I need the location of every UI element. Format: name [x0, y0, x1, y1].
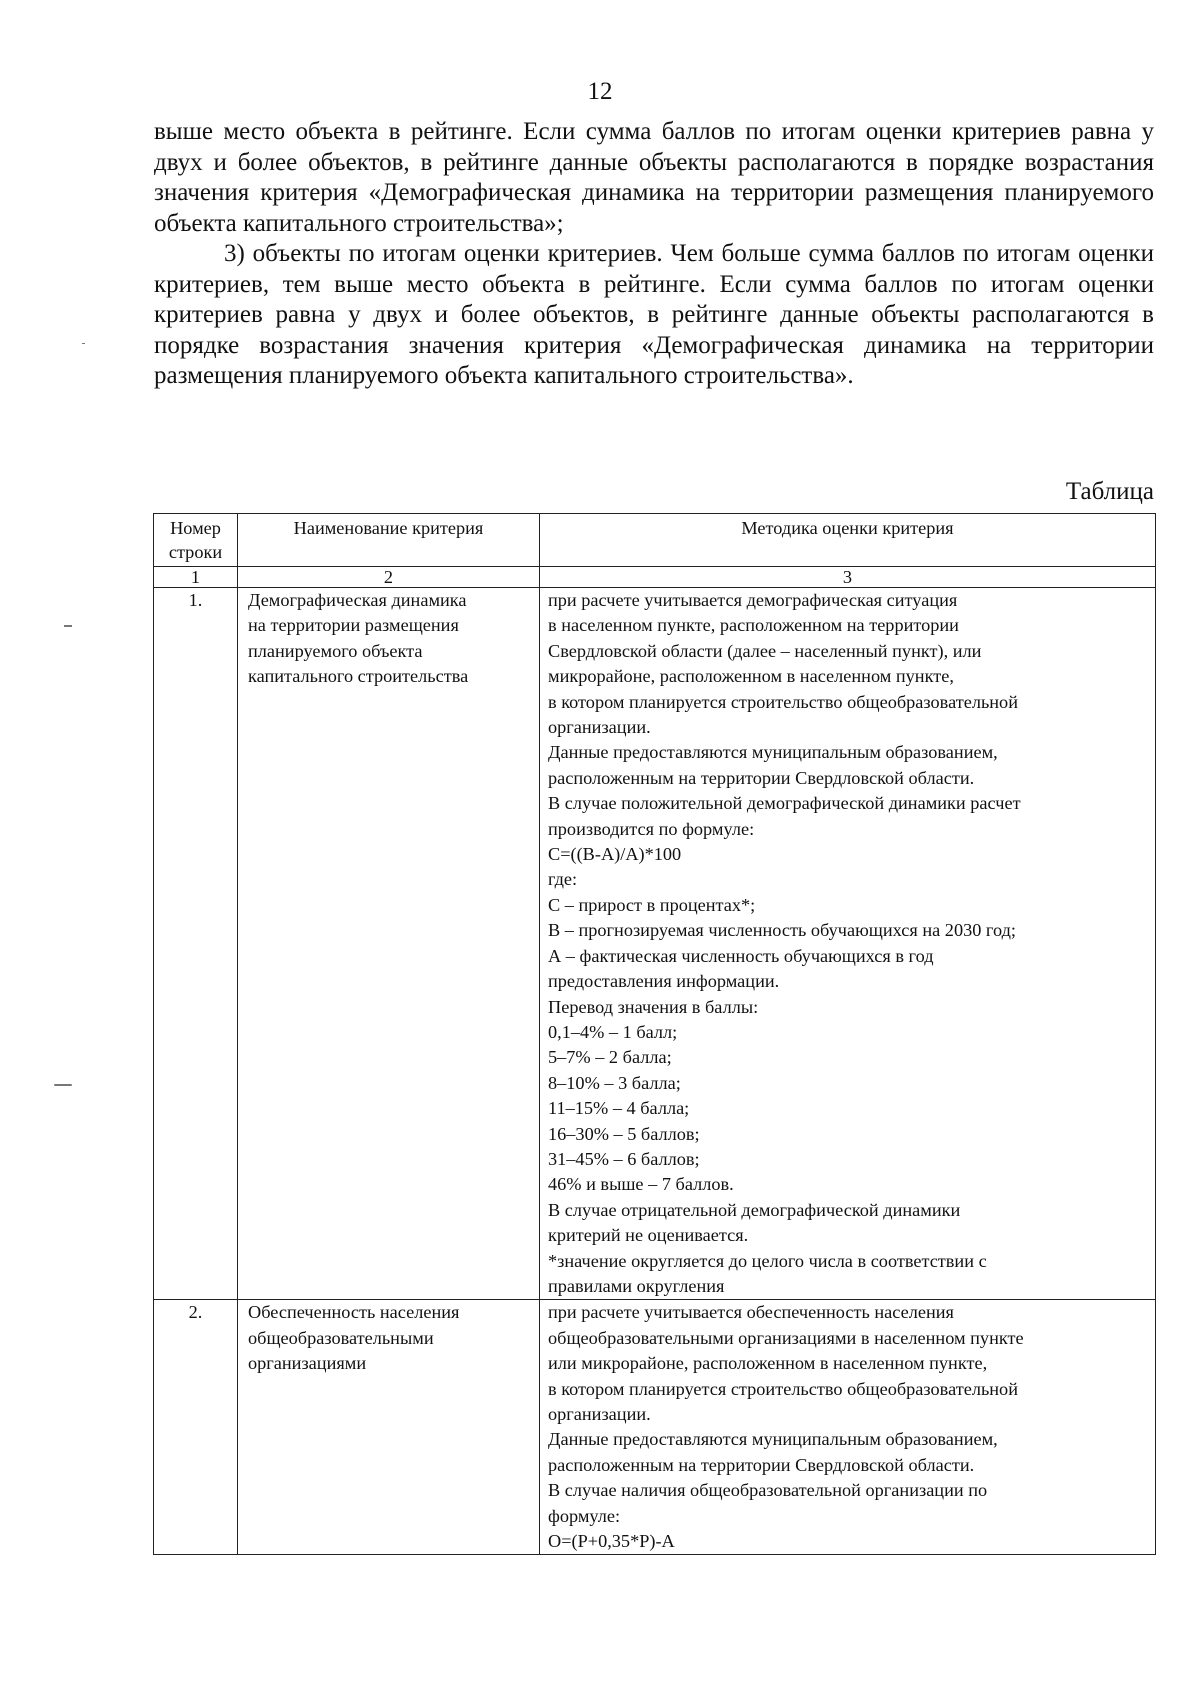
cell-text-line: 0,1–4% – 1 балл;: [548, 1021, 678, 1042]
criteria-table: [153, 513, 1156, 1555]
header-row-number-line-2: строки: [168, 542, 223, 562]
column-number: 3: [540, 567, 1156, 588]
cell-text-line: О=(Р+0,35*Р)-А: [548, 1531, 675, 1552]
cell-text-line: организации.: [548, 717, 651, 738]
column-number: 1: [154, 567, 238, 588]
cell-text-line: А – фактическая численность обучающихся в год: [548, 945, 934, 966]
cell-text-line: В случае наличия общеобразовательной организации по: [548, 1480, 988, 1501]
scan-mark: [54, 1084, 72, 1086]
cell-text-line: расположенным на территории Свердловской области.: [548, 767, 975, 788]
table-row: [154, 1300, 1156, 1555]
cell-text-line: предоставления информации.: [548, 971, 780, 992]
cell-text-line: Свердловской области (далее – населенный пункт), или: [548, 640, 982, 661]
cell-text-line: общеобразовательными организациями в населенном пункте: [548, 1327, 1024, 1348]
cell-text-line: 5–7% – 2 балла;: [548, 1047, 672, 1068]
header-row-number: [154, 514, 238, 567]
cell-text-line: в населенном пункте, расположенном на территории: [548, 615, 959, 636]
cell-text-line: в котором планируется строительство общеобразовательной: [548, 1378, 1018, 1399]
cell-text-line: при расчете учитывается обеспеченность населения: [548, 1302, 954, 1323]
cell-text-line: 11–15% – 4 балла;: [548, 1098, 690, 1119]
cell-text-line: критерий не оценивается.: [548, 1225, 749, 1246]
cell-text-line: 16–30% – 5 баллов;: [548, 1123, 700, 1144]
cell-text-line: производится по формуле:: [548, 818, 755, 839]
table-caption: Таблица: [1065, 478, 1154, 505]
cell-text-line: планируемого объекта: [248, 640, 423, 661]
criterion-name: [238, 1300, 540, 1555]
cell-text-line: 31–45% – 6 баллов;: [548, 1148, 700, 1169]
cell-text-line: Демографическая динамика: [248, 590, 467, 610]
table-row: [154, 588, 1156, 1300]
cell-text-line: в котором планируется строительство общеобразовательной: [548, 691, 1018, 712]
cell-text-line: организации.: [548, 1404, 651, 1424]
cell-text-line: Перевод значения в баллы:: [548, 996, 759, 1017]
cell-text-line: В случае отрицательной демографической динамики: [548, 1199, 961, 1220]
cell-text-line: при расчете учитывается демографическая ситуация: [548, 590, 958, 610]
scan-mark: [82, 343, 85, 344]
cell-text-line: микрорайоне, расположенном в населенном пункте,: [548, 666, 954, 687]
cell-text-line: 46% и выше – 7 баллов.: [548, 1174, 734, 1195]
cell-text-line: В – прогнозируемая численность обучающихся на 2030 год;: [548, 920, 1016, 941]
column-number-row: [154, 567, 1156, 588]
cell-text-line: С=((В-А)/А)*100: [548, 844, 682, 865]
page-number: 12: [587, 78, 613, 105]
cell-text-line: или микрорайоне, расположенном в населенном пункте,: [548, 1353, 988, 1374]
column-number: 2: [238, 567, 540, 588]
cell-text-line: на территории размещения: [248, 615, 459, 636]
cell-text-line: Данные предоставляются муниципальным образованием,: [548, 1429, 998, 1450]
row-number: 2.: [154, 1300, 238, 1555]
paragraph-1: выше место объекта в рейтинге. Если сумма баллов по итогам оценки критериев равна у двух и более объектов, в рейтинге данные объекты располагаются в порядке возрастания значения критерия «Демографическая динамика на территории размещения планируемого объекта капитального строительства»;: [154, 118, 1154, 237]
header-criterion-method: Методика оценки критерия: [540, 514, 1156, 567]
criterion-name: [238, 588, 540, 1300]
cell-text-line: 8–10% – 3 балла;: [548, 1072, 681, 1093]
cell-text-line: Обеспеченность населения: [248, 1302, 460, 1323]
cell-text-line: общеобразовательными: [248, 1327, 434, 1348]
table-header-row: [154, 514, 1156, 567]
cell-text-line: С – прирост в процентах*;: [548, 894, 756, 915]
body-text: [154, 117, 1154, 392]
cell-text-line: В случае положительной демографической динамики расчет: [548, 793, 1021, 814]
criterion-method: [540, 588, 1156, 1300]
cell-text-line: расположенным на территории Свердловской области.: [548, 1454, 975, 1475]
criterion-method: [540, 1300, 1156, 1555]
cell-text-line: формуле:: [548, 1505, 621, 1526]
cell-text-line: *значение округляется до целого числа в соответствии с: [548, 1250, 987, 1271]
cell-text-line: правилами округления: [548, 1275, 725, 1296]
scan-mark: [64, 625, 72, 627]
cell-text-line: где:: [548, 869, 578, 890]
paragraph-2: 3) объекты по итогам оценки критериев. Чем больше сумма баллов по итогам оценки критериев, тем выше место объекта в рейтинге. Если сумма баллов по итогам оценки критериев равна у двух и более объектов, в рейтинге данные объекты располагаются в порядке возрастания значения критерия «Демографическая динамика на территории размещения планируемого объекта капитального строительства».: [154, 240, 1154, 389]
cell-text-line: капитального строительства: [248, 666, 469, 687]
cell-text-line: Данные предоставляются муниципальным образованием,: [548, 742, 998, 763]
cell-text-line: организациями: [248, 1353, 367, 1374]
header-criterion-name: Наименование критерия: [238, 514, 540, 567]
row-number: 1.: [154, 588, 238, 1300]
header-row-number-line-1: Номер: [170, 518, 221, 538]
